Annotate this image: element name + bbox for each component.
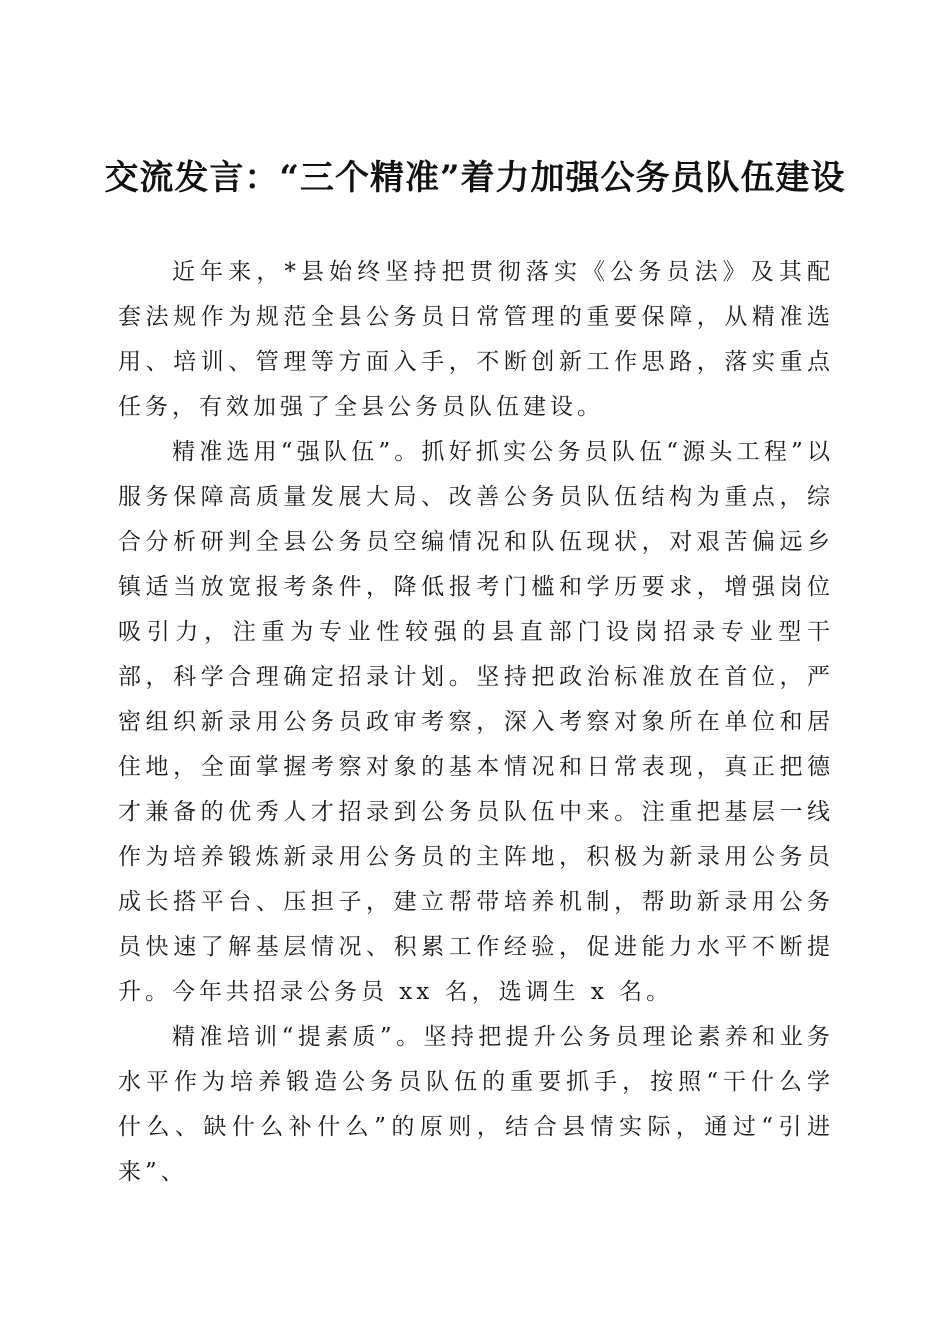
paragraph-training: 精准培训“提素质”。坚持把提升公务员理论素养和业务水平作为培养锻造公务员队伍的重要抓手，按照“干什么学什么、缺什么补什么”的原则，结合县情实际，通过“引进来”、 [118, 1024, 834, 1185]
document-body [118, 250, 834, 1195]
paragraph-selection: 精准选用“强队伍”。抓好抓实公务员队伍“源头工程”以服务保障高质量发展大局、改善公务员队伍结构为重点，综合分析研判全县公务员空编情况和队伍现状，对艰苦偏远乡镇适当放宽报考条件，降低报考门槛和学历要求，增强岗位吸引力，注重为专业性较强的县直部门设岗招录专业型干部，科学合理确定招录计划。坚持把政治标准放在首位，严密组织新录用公务员政审考察，深入考察对象所在单位和居住地，全面掌握考察对象的基本情况和日常表现，真正把德才兼备的优秀人才招录到公务员队伍中来。注重把基层一线作为培养锻炼新录用公务员的主阵地，积极为新录用公务员成长搭平台、压担子，建立帮带培养机制，帮助新录用公务员快速了解基层情况、积累工作经验，促进能力水平不断提升。今年共招录公务员 xx 名，选调生 x 名。 [118, 439, 834, 1005]
document-title: 交流发言：“三个精准”着力加强公务员队伍建设 [104, 157, 846, 198]
paragraph-intro: 近年来，*县始终坚持把贯彻落实《公务员法》及其配套法规作为规范全县公务员日常管理的重要保障，从精准选用、培训、管理等方面入手，不断创新工作思路，落实重点任务，有效加强了全县公务员队伍建设。 [118, 259, 834, 420]
